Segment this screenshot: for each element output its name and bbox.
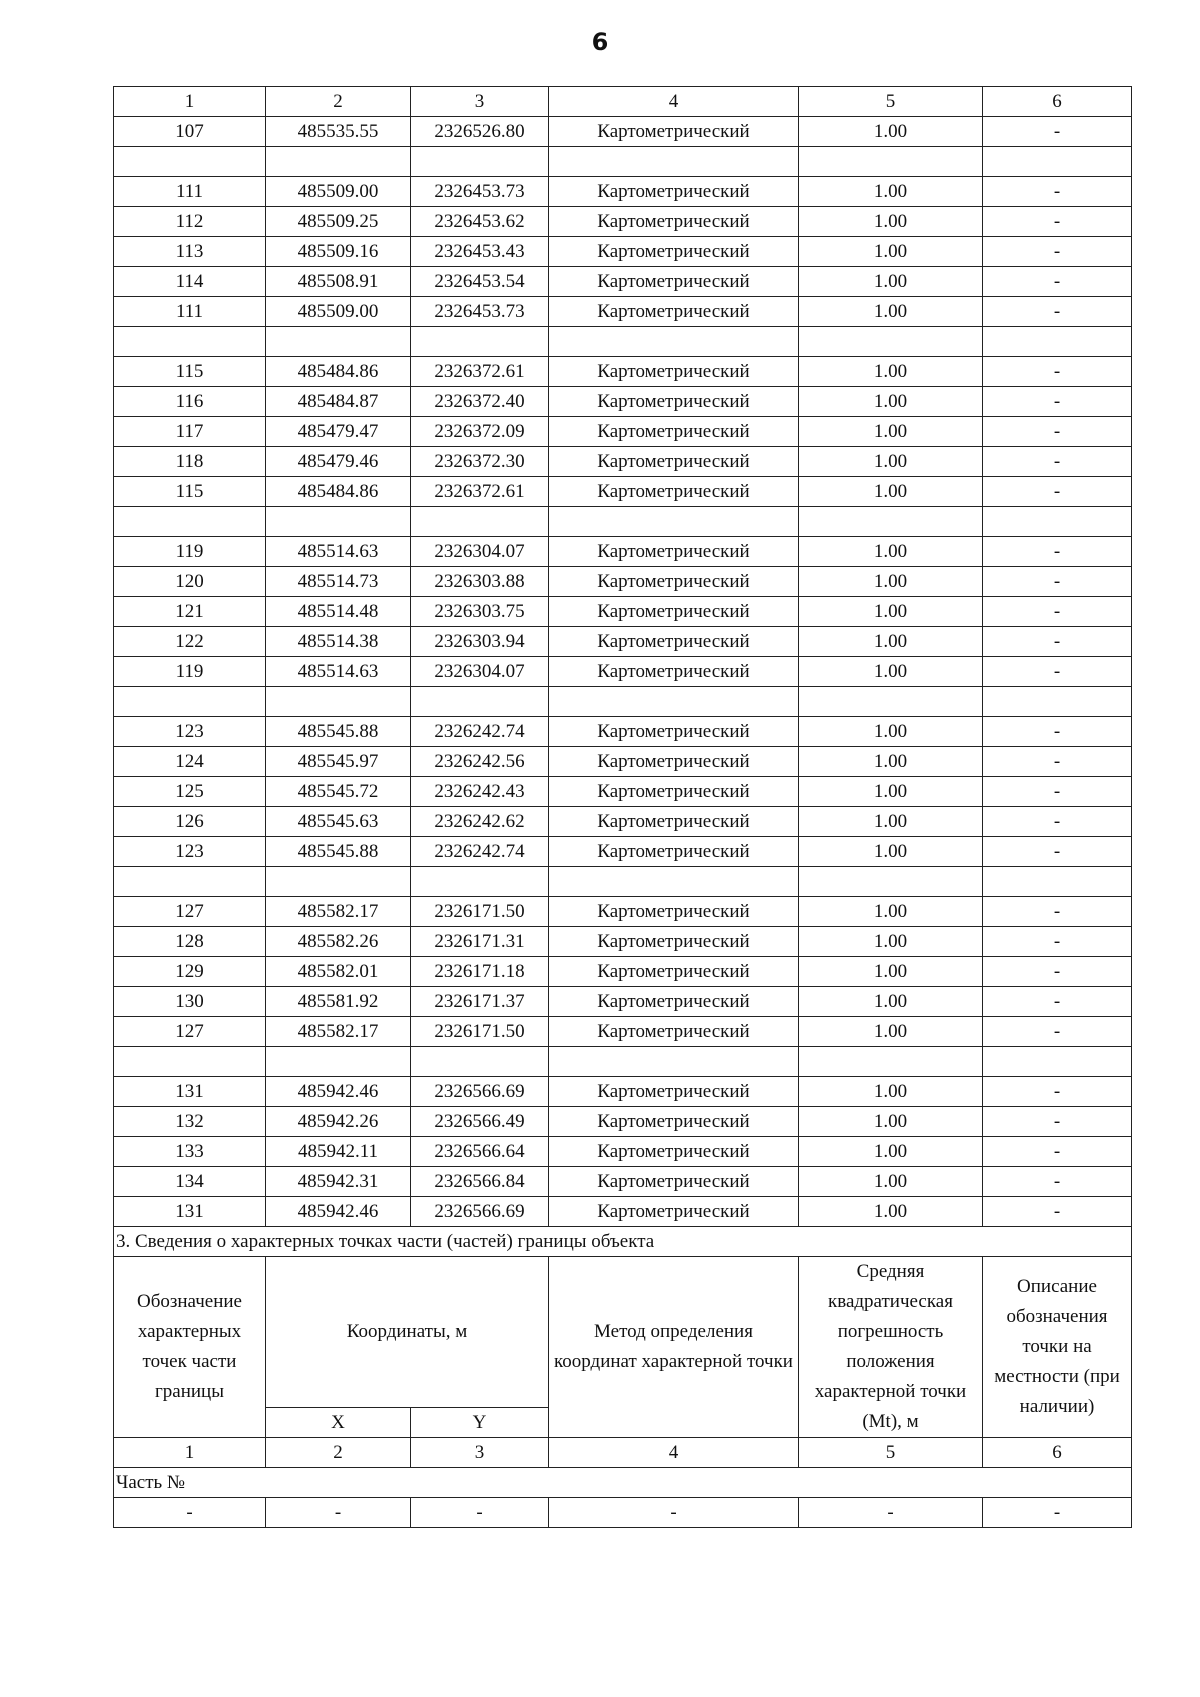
error-cell: 1.00: [799, 1167, 983, 1197]
error-cell: [799, 327, 983, 357]
error-cell: 1.00: [799, 987, 983, 1017]
x-header: X: [266, 1408, 411, 1438]
error-cell: 1.00: [799, 807, 983, 837]
y-coordinate-cell: 2326372.30: [411, 447, 549, 477]
description-cell: -: [983, 477, 1132, 507]
x-coordinate-cell: 485484.86: [266, 477, 411, 507]
y-coordinate-cell: 2326242.43: [411, 777, 549, 807]
table-row: [114, 957, 1132, 987]
x-coordinate-cell: 485942.11: [266, 1137, 411, 1167]
y-coordinate-cell: 2326303.75: [411, 597, 549, 627]
y-coordinate-cell: 2326566.64: [411, 1137, 549, 1167]
table-row: [114, 1197, 1132, 1227]
y-coordinate-cell: [411, 507, 549, 537]
x-coordinate-cell: 485479.47: [266, 417, 411, 447]
table-row: [114, 777, 1132, 807]
description-cell: [983, 507, 1132, 537]
description-cell: -: [983, 537, 1132, 567]
point-number-cell: 122: [114, 627, 266, 657]
table-row: [114, 927, 1132, 957]
description-cell: -: [983, 957, 1132, 987]
point-number-cell: 123: [114, 837, 266, 867]
method-cell: Картометрический: [549, 1167, 799, 1197]
x-coordinate-cell: 485484.87: [266, 387, 411, 417]
x-coordinate-cell: 485942.31: [266, 1167, 411, 1197]
method-cell: Картометрический: [549, 267, 799, 297]
point-number-cell: [114, 687, 266, 717]
description-cell: -: [983, 627, 1132, 657]
error-cell: [799, 147, 983, 177]
y-coordinate-cell: 2326171.31: [411, 927, 549, 957]
y-coordinate-cell: 2326453.43: [411, 237, 549, 267]
table-row: [114, 207, 1132, 237]
point-number-cell: 111: [114, 297, 266, 327]
y-coordinate-cell: 2326171.37: [411, 987, 549, 1017]
part-label: Часть №: [114, 1468, 1132, 1498]
error-cell: 1.00: [799, 1077, 983, 1107]
y-coordinate-cell: [411, 1047, 549, 1077]
error-cell: 1.00: [799, 297, 983, 327]
table-row: [114, 627, 1132, 657]
y-coordinate-cell: 2326566.69: [411, 1197, 549, 1227]
table-row: [114, 717, 1132, 747]
method-cell: Картометрический: [549, 477, 799, 507]
point-number-cell: 125: [114, 777, 266, 807]
point-number-cell: 131: [114, 1197, 266, 1227]
method-cell: Картометрический: [549, 1017, 799, 1047]
method-cell: Картометрический: [549, 597, 799, 627]
part-cell-3: -: [411, 1498, 549, 1528]
table-row: [114, 1017, 1132, 1047]
x-coordinate-cell: [266, 687, 411, 717]
y-coordinate-cell: 2326171.50: [411, 1017, 549, 1047]
section-3-number-4: 4: [549, 1438, 799, 1468]
y-coordinate-cell: 2326526.80: [411, 117, 549, 147]
x-coordinate-cell: 485535.55: [266, 117, 411, 147]
y-coordinate-cell: [411, 867, 549, 897]
y-coordinate-cell: 2326372.40: [411, 387, 549, 417]
point-number-cell: [114, 327, 266, 357]
x-coordinate-cell: 485484.86: [266, 357, 411, 387]
y-coordinate-cell: [411, 687, 549, 717]
section-3-number-6: 6: [983, 1438, 1132, 1468]
description-cell: -: [983, 1197, 1132, 1227]
method-cell: Картометрический: [549, 387, 799, 417]
column-number-6: 6: [983, 87, 1132, 117]
error-cell: 1.00: [799, 567, 983, 597]
x-coordinate-cell: 485942.26: [266, 1107, 411, 1137]
method-header: Метод определения координат характерной точки: [549, 1257, 799, 1438]
point-number-cell: 121: [114, 597, 266, 627]
error-cell: 1.00: [799, 267, 983, 297]
method-cell: Картометрический: [549, 1077, 799, 1107]
description-cell: -: [983, 1077, 1132, 1107]
x-coordinate-cell: 485509.16: [266, 237, 411, 267]
table-row: [114, 147, 1132, 177]
coordinates-header: Координаты, м: [266, 1257, 549, 1408]
x-coordinate-cell: 485582.17: [266, 897, 411, 927]
error-cell: [799, 867, 983, 897]
error-cell: 1.00: [799, 177, 983, 207]
description-cell: [983, 147, 1132, 177]
description-cell: -: [983, 447, 1132, 477]
part-cell-4: -: [549, 1498, 799, 1528]
table-row: [114, 1107, 1132, 1137]
column-number-row: [114, 87, 1132, 117]
y-coordinate-cell: 2326453.73: [411, 297, 549, 327]
table-row: [114, 177, 1132, 207]
table-row: [114, 687, 1132, 717]
table-row: [114, 567, 1132, 597]
x-coordinate-cell: 485509.25: [266, 207, 411, 237]
point-number-cell: 123: [114, 717, 266, 747]
section-3-number-1: 1: [114, 1438, 266, 1468]
table-row: [114, 417, 1132, 447]
error-cell: 1.00: [799, 447, 983, 477]
error-cell: 1.00: [799, 957, 983, 987]
method-cell: Картометрический: [549, 567, 799, 597]
x-coordinate-cell: 485545.88: [266, 717, 411, 747]
x-coordinate-cell: [266, 1047, 411, 1077]
page-number: 6: [591, 28, 609, 56]
section-3-number-2: 2: [266, 1438, 411, 1468]
description-cell: -: [983, 657, 1132, 687]
column-number-1: 1: [114, 87, 266, 117]
error-cell: 1.00: [799, 1137, 983, 1167]
method-cell: Картометрический: [549, 417, 799, 447]
part-cell-1: -: [114, 1498, 266, 1528]
method-cell: Картометрический: [549, 207, 799, 237]
part-label-row: [114, 1468, 1132, 1498]
point-number-cell: 115: [114, 477, 266, 507]
error-cell: 1.00: [799, 1197, 983, 1227]
method-cell: Картометрический: [549, 657, 799, 687]
point-designation-header: Обозначение характерных точек части границы: [114, 1257, 266, 1438]
x-coordinate-cell: 485942.46: [266, 1077, 411, 1107]
table-row: [114, 1137, 1132, 1167]
error-cell: [799, 687, 983, 717]
error-cell: 1.00: [799, 207, 983, 237]
error-cell: 1.00: [799, 657, 983, 687]
error-cell: 1.00: [799, 387, 983, 417]
table-row: [114, 1047, 1132, 1077]
x-coordinate-cell: 485514.63: [266, 657, 411, 687]
table-row: [114, 837, 1132, 867]
point-number-cell: [114, 1047, 266, 1077]
description-cell: -: [983, 597, 1132, 627]
table-row: [114, 117, 1132, 147]
y-coordinate-cell: 2326171.18: [411, 957, 549, 987]
method-cell: Картометрический: [549, 357, 799, 387]
point-number-cell: 126: [114, 807, 266, 837]
table-row: [114, 447, 1132, 477]
table-row: [114, 537, 1132, 567]
error-cell: 1.00: [799, 747, 983, 777]
y-coordinate-cell: 2326372.61: [411, 477, 549, 507]
description-cell: -: [983, 747, 1132, 777]
section-3-title-row: [114, 1227, 1132, 1257]
error-cell: 1.00: [799, 117, 983, 147]
x-coordinate-cell: [266, 867, 411, 897]
coordinates-table-body: [114, 87, 1132, 1227]
table-row: [114, 1077, 1132, 1107]
y-coordinate-cell: 2326303.88: [411, 567, 549, 597]
description-cell: -: [983, 387, 1132, 417]
y-coordinate-cell: 2326453.62: [411, 207, 549, 237]
x-coordinate-cell: 485509.00: [266, 297, 411, 327]
coordinates-table: [113, 86, 1132, 1528]
method-cell: Картометрический: [549, 117, 799, 147]
method-cell: Картометрический: [549, 447, 799, 477]
x-coordinate-cell: 485545.63: [266, 807, 411, 837]
description-cell: -: [983, 177, 1132, 207]
method-cell: [549, 687, 799, 717]
description-cell: [983, 1047, 1132, 1077]
description-cell: -: [983, 1107, 1132, 1137]
description-cell: [983, 867, 1132, 897]
method-cell: Картометрический: [549, 537, 799, 567]
y-coordinate-cell: 2326242.62: [411, 807, 549, 837]
x-coordinate-cell: 485545.72: [266, 777, 411, 807]
description-cell: -: [983, 297, 1132, 327]
error-cell: 1.00: [799, 627, 983, 657]
method-cell: Картометрический: [549, 987, 799, 1017]
y-coordinate-cell: 2326372.61: [411, 357, 549, 387]
x-coordinate-cell: 485582.01: [266, 957, 411, 987]
method-cell: Картометрический: [549, 717, 799, 747]
x-coordinate-cell: 485942.46: [266, 1197, 411, 1227]
method-cell: Картометрический: [549, 897, 799, 927]
method-cell: Картометрический: [549, 1197, 799, 1227]
method-cell: [549, 507, 799, 537]
y-coordinate-cell: 2326566.84: [411, 1167, 549, 1197]
method-cell: Картометрический: [549, 747, 799, 777]
error-cell: 1.00: [799, 1107, 983, 1137]
point-number-cell: [114, 507, 266, 537]
column-number-4: 4: [549, 87, 799, 117]
description-cell: -: [983, 207, 1132, 237]
section-3-header-row: [114, 1257, 1132, 1408]
point-number-cell: 117: [114, 417, 266, 447]
section-3-number-row: [114, 1438, 1132, 1468]
point-number-cell: [114, 147, 266, 177]
y-coordinate-cell: 2326171.50: [411, 897, 549, 927]
column-number-3: 3: [411, 87, 549, 117]
description-cell: -: [983, 237, 1132, 267]
error-cell: 1.00: [799, 777, 983, 807]
point-number-cell: 127: [114, 897, 266, 927]
x-coordinate-cell: [266, 507, 411, 537]
x-coordinate-cell: 485545.97: [266, 747, 411, 777]
x-coordinate-cell: 485582.26: [266, 927, 411, 957]
method-cell: Картометрический: [549, 807, 799, 837]
table-row: [114, 327, 1132, 357]
point-number-cell: 129: [114, 957, 266, 987]
y-coordinate-cell: 2326372.09: [411, 417, 549, 447]
point-number-cell: [114, 867, 266, 897]
point-number-cell: 116: [114, 387, 266, 417]
method-cell: [549, 867, 799, 897]
table-row: [114, 597, 1132, 627]
method-cell: Картометрический: [549, 777, 799, 807]
table-row: [114, 507, 1132, 537]
method-cell: Картометрический: [549, 177, 799, 207]
point-number-cell: 124: [114, 747, 266, 777]
table-row: [114, 357, 1132, 387]
point-number-cell: 113: [114, 237, 266, 267]
description-cell: -: [983, 1017, 1132, 1047]
table-row: [114, 387, 1132, 417]
description-cell: -: [983, 897, 1132, 927]
method-cell: Картометрический: [549, 1137, 799, 1167]
y-coordinate-cell: 2326453.73: [411, 177, 549, 207]
table-row: [114, 867, 1132, 897]
point-number-cell: 128: [114, 927, 266, 957]
x-coordinate-cell: 485508.91: [266, 267, 411, 297]
y-coordinate-cell: 2326242.74: [411, 837, 549, 867]
error-cell: 1.00: [799, 897, 983, 927]
x-coordinate-cell: 485545.88: [266, 837, 411, 867]
error-cell: 1.00: [799, 237, 983, 267]
point-number-cell: 107: [114, 117, 266, 147]
method-cell: Картометрический: [549, 237, 799, 267]
description-header: Описание обозначения точки на местности (при наличии): [983, 1257, 1132, 1438]
table-row: [114, 657, 1132, 687]
table-row: [114, 297, 1132, 327]
point-number-cell: 115: [114, 357, 266, 387]
error-cell: 1.00: [799, 537, 983, 567]
method-cell: Картометрический: [549, 627, 799, 657]
part-data-row: [114, 1498, 1132, 1528]
description-cell: -: [983, 1167, 1132, 1197]
method-cell: Картометрический: [549, 1107, 799, 1137]
y-header: Y: [411, 1408, 549, 1438]
part-cell-2: -: [266, 1498, 411, 1528]
y-coordinate-cell: 2326453.54: [411, 267, 549, 297]
table-row: [114, 987, 1132, 1017]
point-number-cell: 119: [114, 537, 266, 567]
description-cell: [983, 327, 1132, 357]
y-coordinate-cell: 2326304.07: [411, 657, 549, 687]
description-cell: -: [983, 267, 1132, 297]
column-number-2: 2: [266, 87, 411, 117]
x-coordinate-cell: 485582.17: [266, 1017, 411, 1047]
part-cell-5: -: [799, 1498, 983, 1528]
description-cell: [983, 687, 1132, 717]
point-number-cell: 114: [114, 267, 266, 297]
description-cell: -: [983, 987, 1132, 1017]
point-number-cell: 127: [114, 1017, 266, 1047]
x-coordinate-cell: 485514.38: [266, 627, 411, 657]
y-coordinate-cell: 2326566.69: [411, 1077, 549, 1107]
point-number-cell: 120: [114, 567, 266, 597]
x-coordinate-cell: 485514.73: [266, 567, 411, 597]
table-row: [114, 807, 1132, 837]
table-row: [114, 747, 1132, 777]
description-cell: -: [983, 117, 1132, 147]
description-cell: -: [983, 807, 1132, 837]
point-number-cell: 111: [114, 177, 266, 207]
error-header: Средняя квадратическая погрешность положения характерной точки (Mt), м: [799, 1257, 983, 1438]
point-number-cell: 112: [114, 207, 266, 237]
method-cell: [549, 147, 799, 177]
description-cell: -: [983, 837, 1132, 867]
point-number-cell: 134: [114, 1167, 266, 1197]
x-coordinate-cell: 485509.00: [266, 177, 411, 207]
y-coordinate-cell: [411, 327, 549, 357]
section-3-block: [114, 1227, 1132, 1528]
error-cell: 1.00: [799, 1017, 983, 1047]
description-cell: -: [983, 717, 1132, 747]
point-number-cell: 131: [114, 1077, 266, 1107]
description-cell: -: [983, 777, 1132, 807]
error-cell: 1.00: [799, 927, 983, 957]
y-coordinate-cell: 2326304.07: [411, 537, 549, 567]
error-cell: 1.00: [799, 837, 983, 867]
point-number-cell: 132: [114, 1107, 266, 1137]
y-coordinate-cell: 2326242.74: [411, 717, 549, 747]
error-cell: 1.00: [799, 597, 983, 627]
x-coordinate-cell: 485581.92: [266, 987, 411, 1017]
table-row: [114, 237, 1132, 267]
method-cell: [549, 1047, 799, 1077]
x-coordinate-cell: 485514.48: [266, 597, 411, 627]
part-cell-6: -: [983, 1498, 1132, 1528]
x-coordinate-cell: [266, 147, 411, 177]
method-cell: Картометрический: [549, 837, 799, 867]
method-cell: Картометрический: [549, 957, 799, 987]
error-cell: 1.00: [799, 417, 983, 447]
error-cell: [799, 507, 983, 537]
table-row: [114, 267, 1132, 297]
method-cell: Картометрический: [549, 297, 799, 327]
method-cell: [549, 327, 799, 357]
y-coordinate-cell: [411, 147, 549, 177]
point-number-cell: 133: [114, 1137, 266, 1167]
error-cell: [799, 1047, 983, 1077]
error-cell: 1.00: [799, 717, 983, 747]
description-cell: -: [983, 927, 1132, 957]
column-number-5: 5: [799, 87, 983, 117]
section-3-number-5: 5: [799, 1438, 983, 1468]
description-cell: -: [983, 417, 1132, 447]
table-row: [114, 897, 1132, 927]
point-number-cell: 118: [114, 447, 266, 477]
section-3-number-3: 3: [411, 1438, 549, 1468]
x-coordinate-cell: 485514.63: [266, 537, 411, 567]
description-cell: -: [983, 1137, 1132, 1167]
y-coordinate-cell: 2326242.56: [411, 747, 549, 777]
point-number-cell: 119: [114, 657, 266, 687]
y-coordinate-cell: 2326566.49: [411, 1107, 549, 1137]
x-coordinate-cell: [266, 327, 411, 357]
point-number-cell: 130: [114, 987, 266, 1017]
y-coordinate-cell: 2326303.94: [411, 627, 549, 657]
error-cell: 1.00: [799, 477, 983, 507]
table-row: [114, 477, 1132, 507]
section-3-title: 3. Сведения о характерных точках части (частей) границы объекта: [114, 1227, 1132, 1257]
table-row: [114, 1167, 1132, 1197]
method-cell: Картометрический: [549, 927, 799, 957]
description-cell: -: [983, 567, 1132, 597]
x-coordinate-cell: 485479.46: [266, 447, 411, 477]
error-cell: 1.00: [799, 357, 983, 387]
description-cell: -: [983, 357, 1132, 387]
